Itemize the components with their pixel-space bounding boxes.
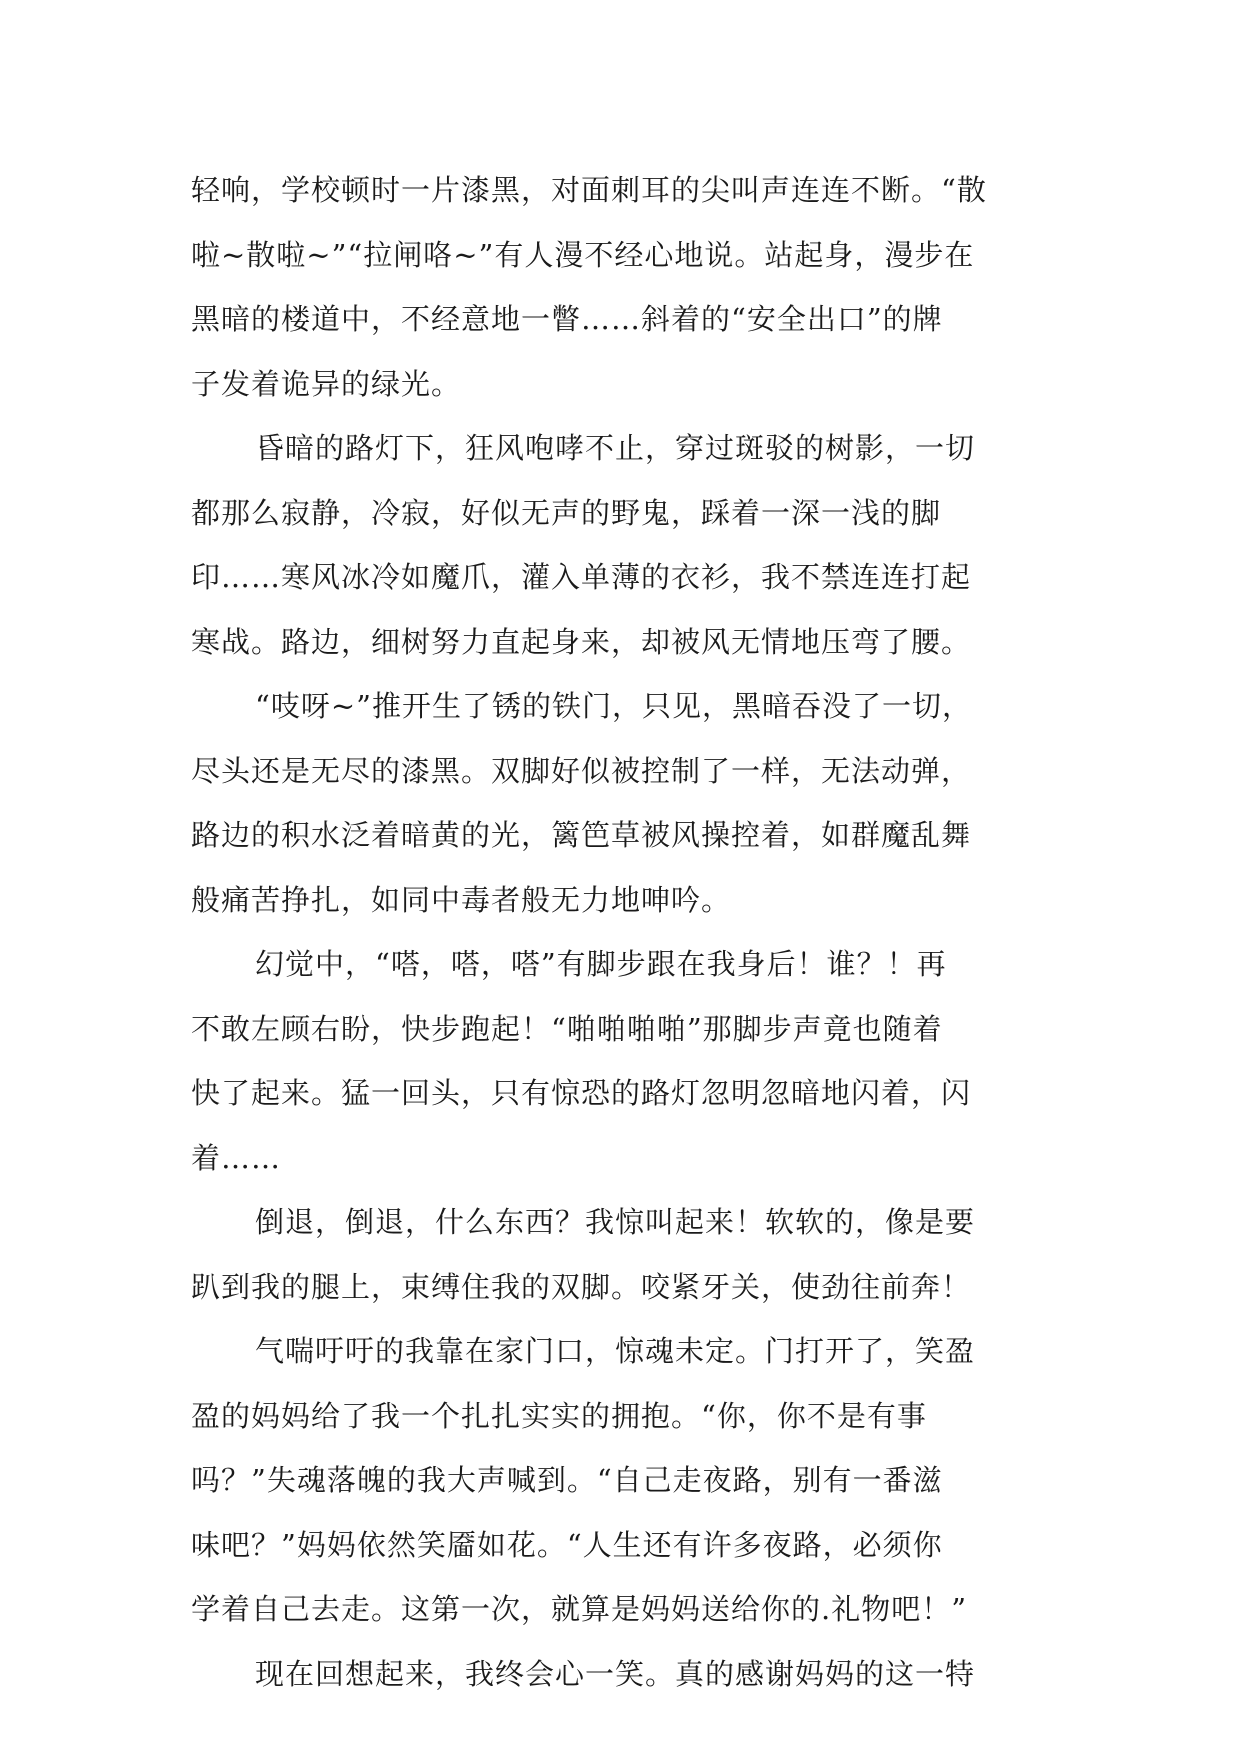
article-body [191,158,1071,1706]
text-line: 都那么寂静，冷寂，好似无声的野鬼，踩着一深一浅的脚 [191,495,942,530]
text-line: 学着自己去走。这第一次，就算是妈妈送给你的.礼物吧！” [191,1592,968,1626]
text-line: 般痛苦挣扎，如同中毒者般无力地呻吟。 [191,882,732,917]
text-line: 趴到我的腿上，束缚住我的双脚。咬紧牙关，使劲往前奔！ [191,1269,972,1304]
text-line: 寒战。路边，细树努力直起身来，却被风无情地压弯了腰。 [191,624,972,659]
text-line: 黑暗的楼道中，不经意地一瞥……斜着的“安全出口”的牌 [191,302,943,336]
paragraph-start-line: 幻觉中，“嗒，嗒，嗒”有脚步跟在我身后！谁？！再 [255,947,947,981]
paragraph-start-line: “吱呀~”推开生了锈的铁门，只见，黑暗吞没了一切， [255,689,972,723]
text-line: 路边的积水泛着暗黄的光，篱笆草被风操控着，如群魔乱舞 [191,818,972,852]
text-line: 尽头还是无尽的漆黑。双脚好似被控制了一样，无法动弹， [191,753,972,788]
text-line: 味吧？”妈妈依然笑靥如花。“人生还有许多夜路，必须你 [191,1527,943,1562]
paragraph-start-line: 气喘吁吁的我靠在家门口，惊魂未定。门打开了，笑盈 [255,1334,976,1368]
paragraph-start-line: 现在回想起来，我终会心一笑。真的感谢妈妈的这一特 [255,1656,976,1691]
paragraph-start-line: 昏暗的路灯下，狂风咆哮不止，穿过斑驳的树影，一切 [255,431,976,465]
text-line: 吗？”失魂落魄的我大声喊到。“自己走夜路，别有一番滋 [191,1463,943,1497]
text-line: 子发着诡异的绿光。 [191,366,462,401]
text-line: 着…… [191,1140,282,1175]
text-line: 啦~散啦~”“拉闸咯~”有人漫不经心地说。站起身，漫步在 [191,237,975,272]
text-line: 印……寒风冰冷如魔爪，灌入单薄的衣衫，我不禁连连打起 [191,560,972,594]
text-line: 轻响，学校顿时一片漆黑，对面刺耳的尖叫声连连不断。“散 [191,173,987,207]
text-line: 盈的妈妈给了我一个扎扎实实的拥抱。“你，你不是有事 [191,1398,927,1433]
text-line: 不敢左顾右盼，快步跑起！“啪啪啪啪”那脚步声竟也随着 [191,1011,943,1046]
text-line: 快了起来。猛一回头，只有惊恐的路灯忽明忽暗地闪着，闪 [191,1076,972,1110]
paragraph-start-line: 倒退，倒退，什么东西？我惊叫起来！软软的，像是要 [255,1205,976,1239]
